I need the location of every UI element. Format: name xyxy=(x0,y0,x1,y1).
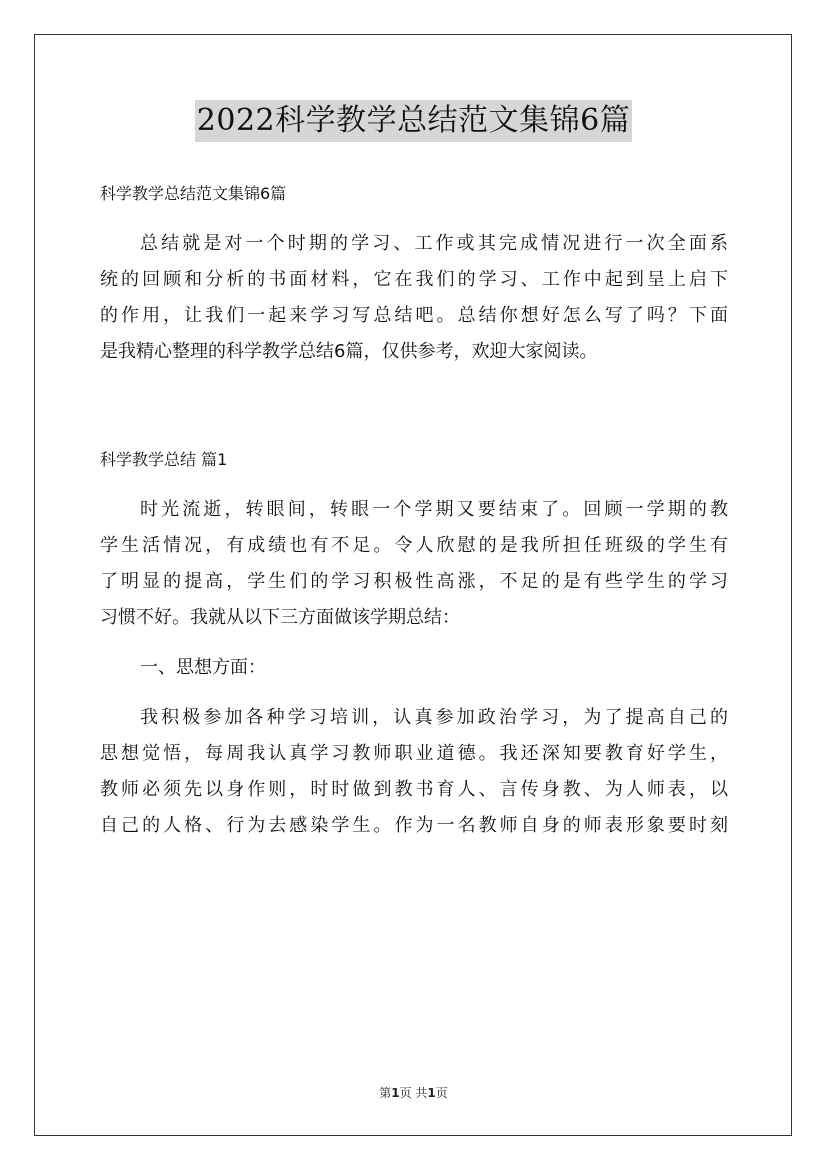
paragraph-line: 时光流逝，转眼间，转眼一个学期又要结束了。回顾一学期的教 xyxy=(140,499,728,520)
intro-paragraph xyxy=(100,226,728,370)
page-footer xyxy=(0,1084,827,1101)
paragraph-line: 教师必须先以身作则，时时做到教书育人、言传身教、为人师表，以 xyxy=(100,779,728,800)
section-paragraph-2 xyxy=(100,700,728,844)
spacer xyxy=(100,384,728,442)
document-body xyxy=(100,176,728,858)
footer-mid: 页 共 xyxy=(399,1086,428,1100)
subheading-block xyxy=(100,650,728,686)
paragraph-line: 思想觉悟，每周我认真学习教师职业道德。我还深知要教育好学生， xyxy=(100,743,728,764)
intro-line: 是我精心整理的科学教学总结6篇，仅供参考，欢迎大家阅读。 xyxy=(100,341,598,362)
footer-page-total: 1 xyxy=(427,1086,436,1100)
document-title: 2022科学教学总结范文集锦6篇 xyxy=(195,100,632,142)
paragraph-line: 了明显的提高，学生们的学习积极性高涨，不足的是有些学生的学习 xyxy=(100,571,728,592)
paragraph-line: 自己的人格、行为去感染学生。作为一名教师自身的师表形象要时刻 xyxy=(100,815,728,836)
paragraph-line: 我积极参加各种学习培训，认真参加政治学习，为了提高自己的 xyxy=(140,707,728,728)
intro-line: 的作用，让我们一起来学习写总结吧。总结你想好怎么写了吗？下面 xyxy=(100,305,728,326)
footer-suffix: 页 xyxy=(435,1086,448,1100)
title-container xyxy=(0,100,827,142)
paragraph-line: 学生活情况，有成绩也有不足。令人欣慰的是我所担任班级的学生有 xyxy=(100,535,728,556)
footer-prefix: 第 xyxy=(379,1086,392,1100)
section-paragraph-1 xyxy=(100,492,728,636)
paragraph-line: 习惯不好。我就从以下三方面做该学期总结： xyxy=(100,607,460,628)
section-heading: 科学教学总结 篇1 xyxy=(100,450,228,469)
intro-line: 统的回顾和分析的书面材料，它在我们的学习、工作中起到呈上启下 xyxy=(100,269,728,290)
intro-line: 总结就是对一个时期的学习、工作或其完成情况进行一次全面系 xyxy=(140,233,728,254)
document-subtitle: 科学教学总结范文集锦6篇 xyxy=(100,184,287,203)
subheading: 一、思想方面： xyxy=(140,657,266,678)
footer-page-current: 1 xyxy=(391,1086,400,1100)
